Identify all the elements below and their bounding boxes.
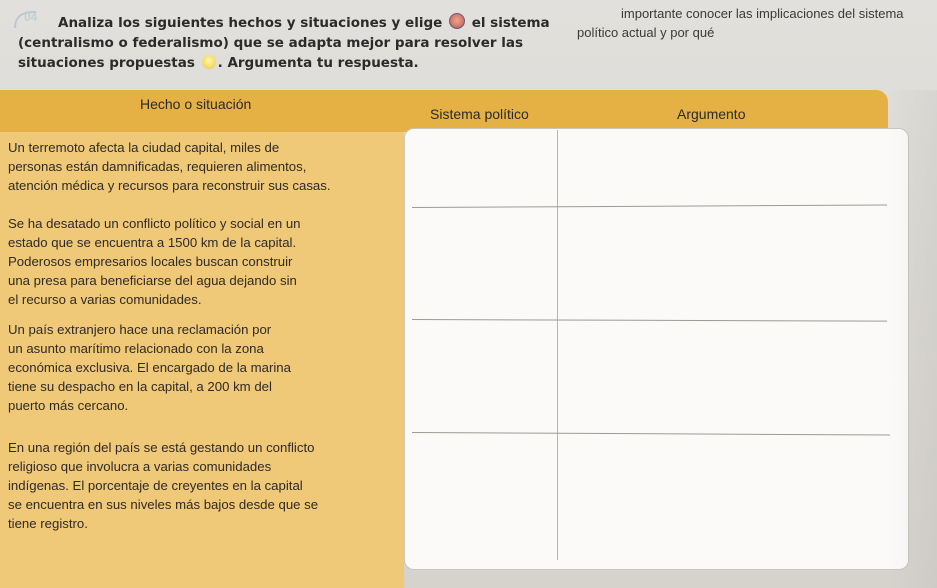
- fact-row-3: [8, 320, 403, 415]
- lightbulb-icon: [202, 55, 216, 69]
- fact-1-line-3: atención médica y recursos para reconstruir sus casas.: [8, 178, 331, 193]
- instruction-line-3: [18, 53, 538, 73]
- fact-row-1: [8, 138, 403, 195]
- fact-2-line-2: estado que se encuentra a 1500 km de la capital.: [8, 235, 297, 250]
- fact-4-line-1: En una región del país se está gestando un conflicto: [8, 440, 315, 455]
- fact-4-line-5: tiene registro.: [8, 516, 88, 531]
- header-sistema: Sistema político: [430, 106, 529, 122]
- instruction-line-1: [18, 13, 550, 33]
- fact-4-line-2: religioso que involucra a varias comunidades: [8, 459, 272, 474]
- fact-2-line-1: Se ha desatado un conflicto político y social en un: [8, 216, 301, 231]
- fact-3-line-1: Un país extranjero hace una reclamación por: [8, 322, 272, 337]
- face-icon: [449, 13, 465, 29]
- fact-row-4: [8, 438, 403, 533]
- fact-3-line-3: económica exclusiva. El encargado de la marina: [8, 360, 291, 375]
- fact-2-line-4: una presa para beneficiarse del agua dejando sin: [8, 273, 297, 288]
- side-note-line-2: político actual y por qué: [577, 25, 715, 40]
- activity-instruction: [18, 13, 550, 73]
- instruction-text-3: situaciones propuestas: [18, 55, 195, 71]
- table-header: [0, 90, 888, 132]
- page-edge-shadow: [887, 90, 937, 588]
- fact-4-line-3: indígenas. El porcentaje de creyentes en la capital: [8, 478, 303, 493]
- side-note: [577, 4, 917, 42]
- column-divider: [557, 130, 558, 560]
- header-argumento: Argumento: [677, 106, 746, 122]
- activity-number: 04: [24, 10, 38, 24]
- fact-3-line-5: puerto más cercano.: [8, 398, 129, 413]
- fact-1-line-2: personas están damnificadas, requieren alimentos,: [8, 159, 307, 174]
- instruction-text-1: Analiza los siguientes hechos y situaciones y elige: [58, 15, 443, 31]
- instruction-line-2: (centralismo o federalismo) que se adapta mejor para resolver las: [18, 35, 523, 51]
- fact-4-line-4: se encuentra en sus niveles más bajos desde que se: [8, 497, 319, 512]
- side-note-line-1: importante conocer las implicaciones del sistema: [621, 6, 904, 21]
- fact-3-line-2: un asunto marítimo relacionado con la zona: [8, 341, 264, 356]
- instruction-tail-1: el sistema: [471, 15, 550, 31]
- fact-1-line-1: Un terremoto afecta la ciudad capital, miles de: [8, 140, 280, 155]
- facts-table: [0, 90, 937, 588]
- fact-row-2: [8, 214, 403, 309]
- instruction-tail-2: . Argumenta tu respuesta.: [217, 55, 419, 71]
- fact-3-line-4: tiene su despacho en la capital, a 200 km del: [8, 379, 272, 394]
- answer-area[interactable]: [404, 128, 909, 570]
- header-hecho: Hecho o situación: [140, 96, 252, 112]
- fact-2-line-3: Poderosos empresarios locales buscan construir: [8, 254, 293, 269]
- fact-2-line-5: el recurso a varias comunidades.: [8, 292, 202, 307]
